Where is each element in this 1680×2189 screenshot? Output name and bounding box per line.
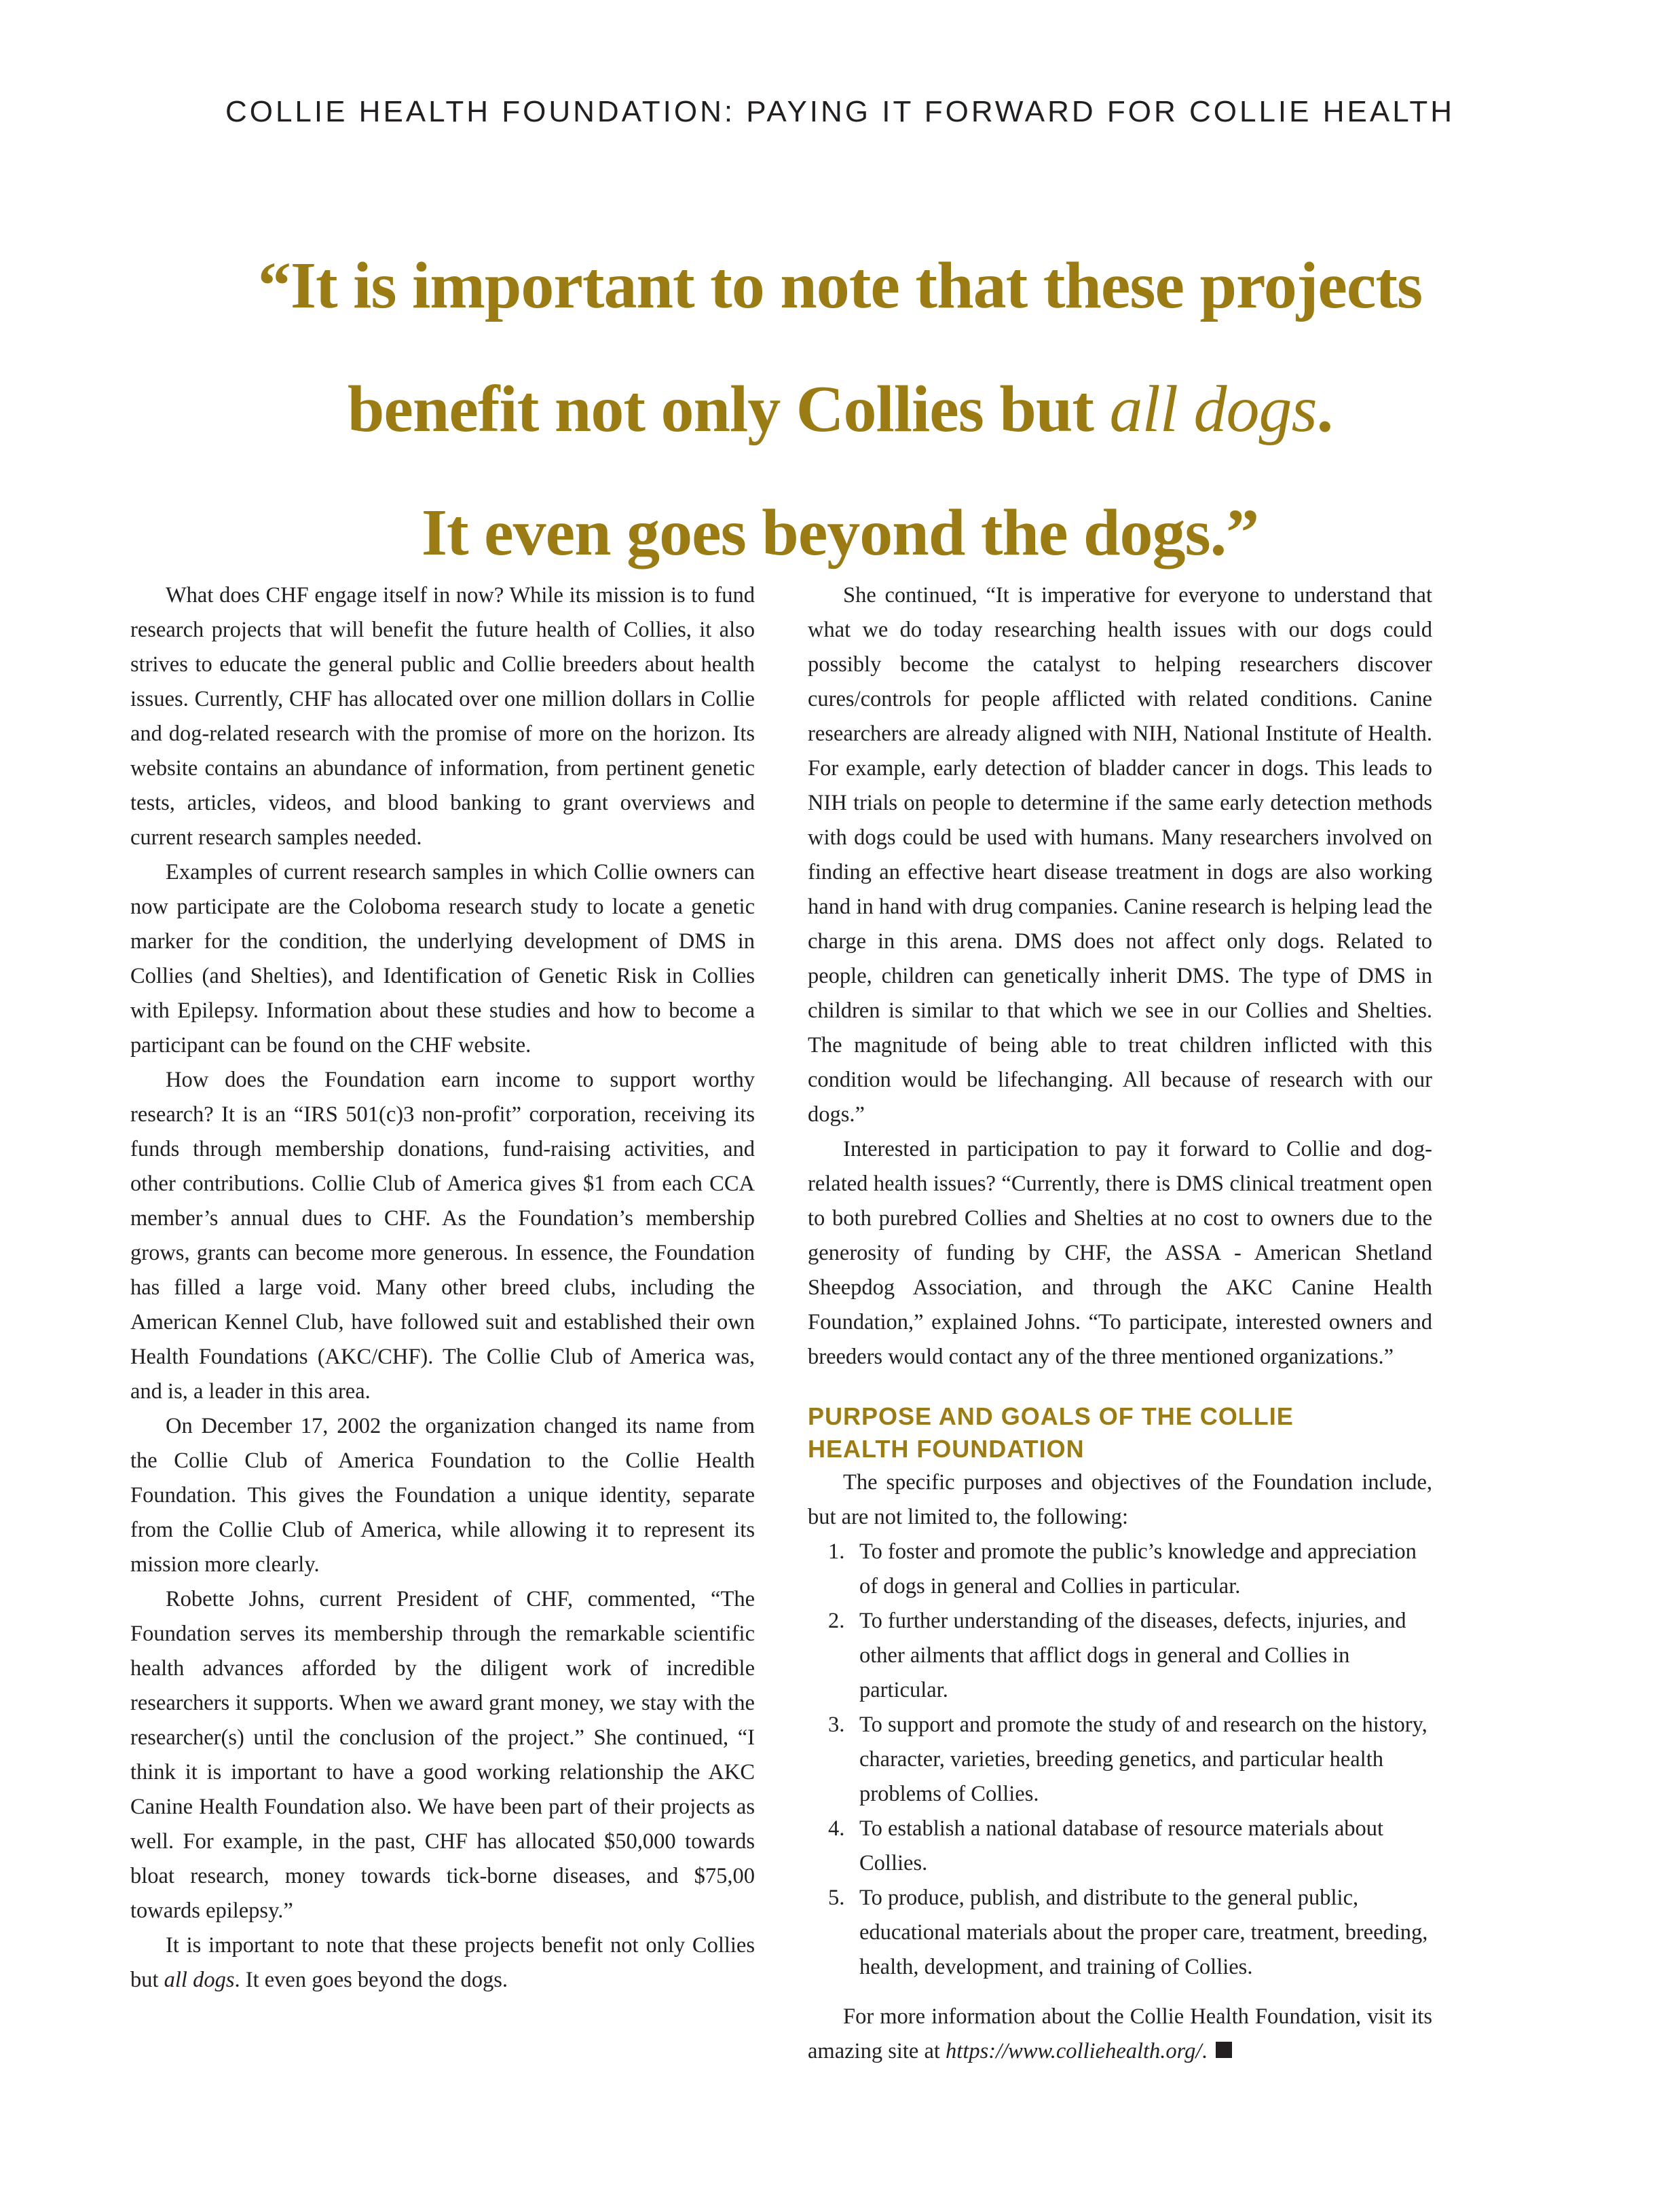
paragraph-emphasis: all dogs <box>164 1968 235 1992</box>
end-mark-icon <box>1216 2042 1232 2058</box>
list-item <box>808 1812 1432 1881</box>
list-item <box>808 1881 1432 1985</box>
body-paragraph: Interested in participation to pay it forward to Collie and dog-related health issues? “Currently, there is DMS clinical treatment open to both purebred Collies and Shelties at no cost to owners due to the generosity of funding by CHF, the ASSA - American Shetland Sheepdog Association, and through the AKC Canine Health Foundation,” explained Johns. “To participate, interested owners and breeders would contact any of the three mentioned organizations.” <box>808 1137 1432 1369</box>
paragraph-text-end: . It even goes beyond the dogs. <box>234 1968 508 1992</box>
list-item <box>808 1708 1432 1812</box>
list-number: 3. <box>828 1713 845 1737</box>
left-column <box>130 578 755 1998</box>
list-number: 1. <box>828 1539 845 1564</box>
paragraph-text: It is important to note that these projects benefit not only Collies but <box>130 1933 755 1992</box>
section-heading <box>808 1400 1432 1465</box>
goals-list <box>808 1535 1432 1985</box>
list-item <box>808 1535 1432 1604</box>
body-paragraph: What does CHF engage itself in now? While its mission is to fund research projects that will benefit the future health of Collies, it also strives to educate the general public and Collie breeders about health issues. Currently, CHF has allocated over one million dollars in Collie and dog-related research with the promise of more on the horizon. Its website contains an abundance of information, from pertinent genetic tests, articles, videos, and blood banking to grant overviews and current research samples needed. <box>130 583 755 850</box>
body-paragraph: On December 17, 2002 the organization changed its name from the Collie Club of America Foundation to the Collie Health Foundation. This gives the Foundation a unique identity, separate from the Collie Club of America, while allowing it to represent its mission more clearly. <box>130 1414 755 1577</box>
pull-quote-line-2 <box>115 348 1565 471</box>
list-item-text: To support and promote the study of and research on the history, character, varieties, breeding genetics, and particular health problems of Collies. <box>859 1713 1427 1806</box>
body-paragraph: How does the Foundation earn income to support worthy research? It is an “IRS 501(c)3 non-profit” corporation, receiving its funds through membership donations, fund-raising activities, and other contributions. Collie Club of America gives $1 from each CCA member’s annual dues to CHF. As the Foundation’s membership grows, grants can become more generous. In essence, the Foundation has filled a large void. Many other breed clubs, including the American Kennel Club, have followed suit and established their own Health Foundations (AKC/CHF). The Collie Club of America was, and is, a leader in this area. <box>130 1068 755 1404</box>
list-number: 4. <box>828 1816 845 1841</box>
pull-quote-emphasis: all dogs <box>1109 373 1317 446</box>
body-paragraph <box>130 1928 755 1998</box>
body-paragraph: Robette Johns, current President of CHF, commented, “The Foundation serves its membership through the remarkable scientific health advances afforded by the diligent work of incredible researchers it supports. When we award grant money, we stay with the researcher(s) until the conclusion of the project.” She continued, “I think it is important to have a good working relationship the AKC Canine Health Foundation also. We have been part of their projects as well. For example, in the past, CHF has allocated $50,000 towards bloat research, money towards tick-borne diseases, and $75,00 towards epilepsy.” <box>130 1587 755 1923</box>
list-item <box>808 1604 1432 1708</box>
body-paragraph: The specific purposes and objectives of the Foundation include, but are not limited to, the following: <box>808 1470 1432 1529</box>
website-link[interactable]: https://www.colliehealth.org/ <box>946 2039 1202 2063</box>
list-item-text: To produce, publish, and distribute to the general public, educational materials about the proper care, treatment, breeding, health, development, and training of Collies. <box>859 1886 1428 1979</box>
body-paragraph: Examples of current research samples in which Collie owners can now participate are the Coloboma research study to locate a genetic marker for the condition, the underlying development of DMS in Collies (and Shelties), and Identification of Genetic Risk in Collies with Epilepsy. Information about these studies and how to become a participant can be found on the CHF website. <box>130 860 755 1058</box>
pull-quote-line-1: “It is important to note that these projects <box>257 249 1423 322</box>
section-heading-line-2: HEALTH FOUNDATION <box>808 1435 1085 1463</box>
pull-quote-line-2-text: benefit not only Collies but <box>347 373 1110 446</box>
running-header: COLLIE HEALTH FOUNDATION: PAYING IT FORWARD FOR COLLIE HEALTH <box>225 95 1455 128</box>
closing-paragraph <box>808 2000 1432 2069</box>
closing-text-end: . <box>1201 2039 1208 2063</box>
list-item-text: To further understanding of the diseases, defects, injuries, and other ailments that afflict dogs in general and Collies in particular. <box>859 1609 1406 1702</box>
pull-quote-line-2-end: . <box>1316 373 1333 446</box>
list-number: 5. <box>828 1886 845 1910</box>
list-number: 2. <box>828 1609 845 1633</box>
closing-text: For more information about the Collie Health Foundation, visit its amazing site at <box>808 2004 1432 2063</box>
pull-quote <box>115 224 1565 595</box>
list-item-text: To establish a national database of resource materials about Collies. <box>859 1816 1384 1875</box>
section-heading-line-1: PURPOSE AND GOALS OF THE COLLIE <box>808 1402 1294 1430</box>
pull-quote-line-3: It even goes beyond the dogs.” <box>421 496 1259 569</box>
right-column <box>808 578 1432 2069</box>
body-paragraph: She continued, “It is imperative for everyone to understand that what we do today researching health issues with our dogs could possibly become the catalyst to helping researchers discover cures/controls for people afflicted with related conditions. Canine researchers are already aligned with NIH, National Institute of Health. For example, early detection of bladder cancer in dogs. This leads to NIH trials on people to determine if the same early detection methods with dogs could be used with humans. Many researchers involved on finding an effective heart disease treatment in dogs are also working hand in hand with drug companies. Canine research is helping lead the charge in this arena. DMS does not affect only dogs. Related to people, children can genetically inherit DMS. The type of DMS in children is similar to that which we see in our Collies and Shelties. The magnitude of being able to treat children inflicted with this condition would be lifechanging. All because of research with our dogs.” <box>808 583 1432 1127</box>
list-item-text: To foster and promote the public’s knowledge and appreciation of dogs in general and Collies in particular. <box>859 1539 1417 1598</box>
